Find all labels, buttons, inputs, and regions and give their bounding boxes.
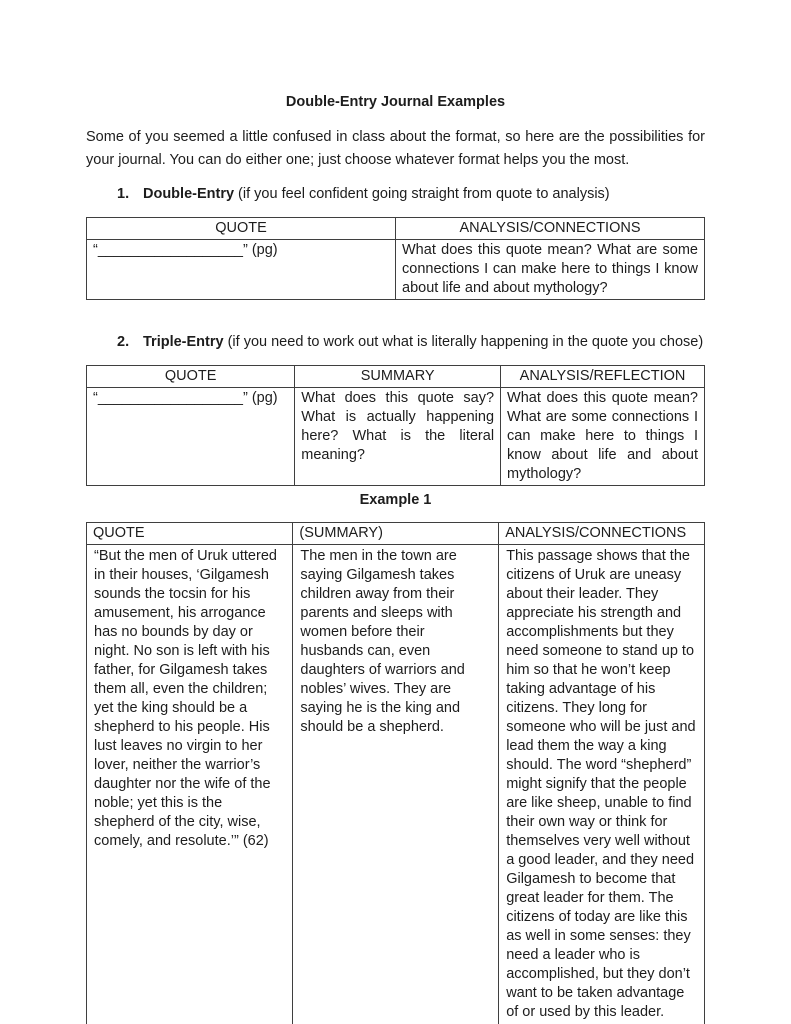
header-quote: QUOTE [87, 523, 293, 545]
list-item-double-entry [86, 185, 705, 204]
analysis-cell: This passage shows that the citizens of Uruk are uneasy about their leader. They appreciate his strength and accomplishments but they need someone to stand up to him so that he won’t keep taking advantage of his citizens. They long for someone who will be just and lead them the way a king should. The word “shepherd” might signify that the people are like sheep, unable to find their own way or think for themselves very well without a good leader, and they need Gilgamesh to become that great leader for them. The citizens of today are like this as well in some senses: they need a leader who is accomplished, but they don’t want to be taken advantage of or used by this leader. [499, 545, 705, 1024]
page-title: Double-Entry Journal Examples [285, 94, 506, 110]
example-1-table [86, 522, 705, 1024]
table-row [87, 240, 705, 300]
table-header-row [87, 523, 705, 545]
table-row [87, 388, 705, 486]
header-analysis-connections: ANALYSIS/CONNECTIONS [396, 218, 705, 240]
header-analysis-connections: ANALYSIS/CONNECTIONS [499, 523, 705, 545]
header-summary: SUMMARY [295, 366, 501, 388]
quote-cell: “__________________” (pg) [87, 240, 396, 300]
header-analysis-reflection: ANALYSIS/REFLECTION [501, 366, 705, 388]
list-number: 1. [117, 186, 130, 202]
table-header-row [87, 218, 705, 240]
list-number: 2. [117, 334, 130, 350]
triple-entry-table [86, 365, 705, 486]
header-quote: QUOTE [87, 366, 295, 388]
double-entry-table [86, 217, 705, 300]
quote-cell: “__________________” (pg) [87, 388, 295, 486]
example-heading: Example 1 [359, 492, 432, 508]
list-term: Double-Entry [143, 186, 235, 202]
list-text [143, 185, 610, 204]
intro-paragraph: Some of you seemed a little confused in class about the format, so here are the possibilities for your journal. You can do either one; just choose whatever format helps you the most. [86, 129, 705, 168]
summary-cell: What does this quote say? What is actually happening here? What is the literal meaning? [295, 388, 501, 486]
list-desc: (if you feel confident going straight from quote to analysis) [234, 186, 610, 202]
quote-cell: “But the men of Uruk uttered in their houses, ‘Gilgamesh sounds the tocsin for his amusement, his arrogance has no bounds by day or night. No son is left with his father, for Gilgamesh takes them all, even the children; yet the king should be a shepherd to his people. His lust leaves no virgin to her lover, neither the warrior’s daughter nor the wife of the noble; yet this is the shepherd of the city, wise, comely, and resolute.’” (62) [87, 545, 293, 1024]
analysis-cell: What does this quote mean? What are some connections I can make here to things I know about life and about mythology? [396, 240, 705, 300]
list-item-triple-entry [86, 333, 705, 352]
list-text [143, 333, 703, 352]
list-term: Triple-Entry [143, 334, 224, 350]
header-summary: (SUMMARY) [293, 523, 499, 545]
table-header-row [87, 366, 705, 388]
header-quote: QUOTE [87, 218, 396, 240]
list-desc: (if you need to work out what is literally happening in the quote you chose) [223, 334, 704, 350]
analysis-cell: What does this quote mean? What are some connections I can make here to things I know about life and about mythology? [501, 388, 705, 486]
summary-cell: The men in the town are saying Gilgamesh takes children away from their parents and sleeps with women before their husbands can, even daughters of warriors and nobles’ wives. They are saying he is the king and should be a shepherd. [293, 545, 499, 1024]
table-row [87, 545, 705, 1024]
